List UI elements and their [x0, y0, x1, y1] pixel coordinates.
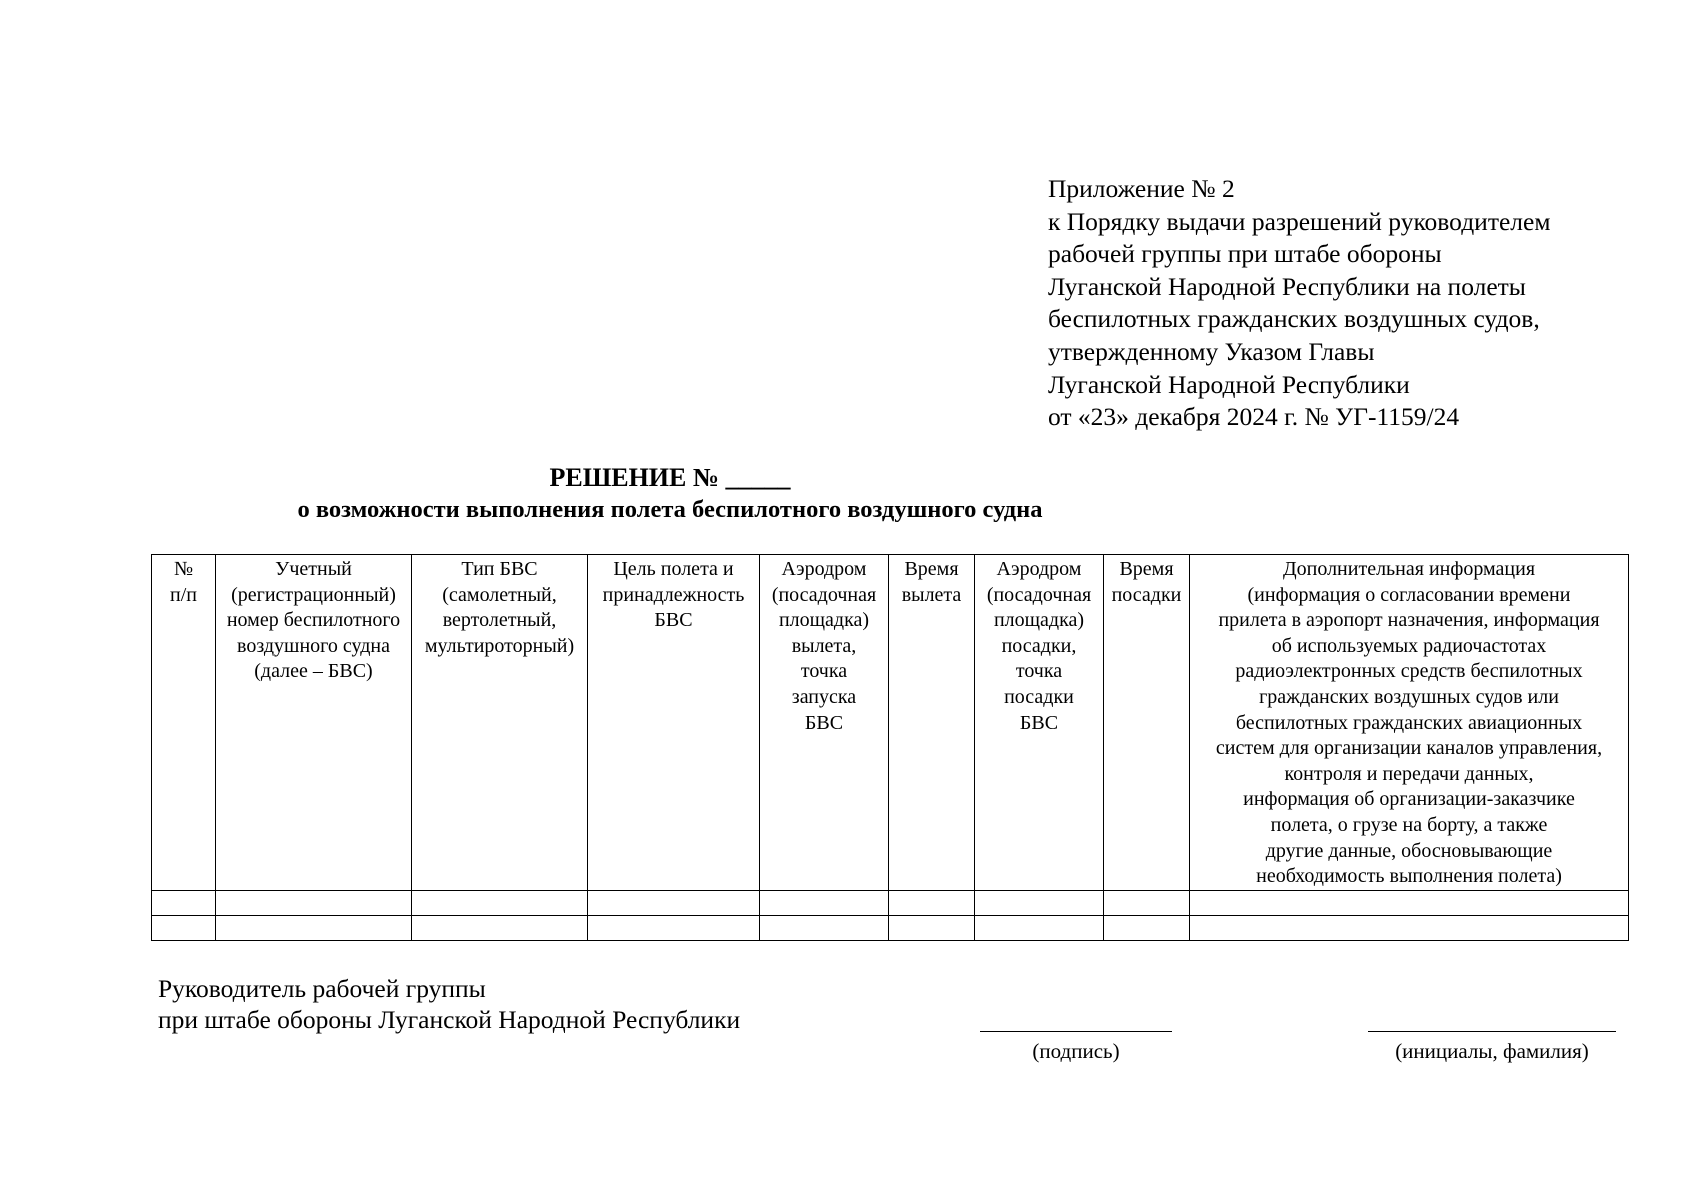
table-cell[interactable]	[975, 890, 1104, 915]
table-cell[interactable]	[1104, 915, 1190, 940]
table-cell[interactable]	[975, 915, 1104, 940]
signer-position-line: при штабе обороны Луганской Народной Республики	[158, 1005, 741, 1034]
annex-line: беспилотных гражданских воздушных судов,	[1048, 304, 1540, 334]
header-landing-time: Время посадки	[1104, 555, 1190, 891]
header-landing-aerodrome: Аэродром (посадочная площадка) посадки, точка посадки БВС	[975, 555, 1104, 891]
table-cell[interactable]	[412, 890, 588, 915]
table-cell[interactable]	[216, 915, 412, 940]
header-flight-purpose: Цель полета и принадлежность БВС	[588, 555, 760, 891]
table-cell[interactable]	[588, 915, 760, 940]
table-cell[interactable]	[1104, 890, 1190, 915]
signer-position	[158, 973, 740, 1035]
header-departure-aerodrome: Аэродром (посадочная площадка) вылета, точка запуска БВС	[760, 555, 889, 891]
header-uav-type: Тип БВС (самолетный, вертолетный, мультироторный)	[412, 555, 588, 891]
name-line[interactable]	[1368, 1031, 1616, 1032]
header-departure-time: Время вылета	[889, 555, 975, 891]
signer-position-line: Руководитель рабочей группы	[158, 974, 486, 1003]
annex-line: Луганской Народной Республики	[1048, 369, 1410, 399]
annex-line: рабочей группы при штабе обороны	[1048, 239, 1442, 269]
table-row	[152, 915, 1629, 940]
name-caption: (инициалы, фамилия)	[1395, 1039, 1589, 1063]
table-cell[interactable]	[412, 915, 588, 940]
table-cell[interactable]	[152, 915, 216, 940]
signature-line[interactable]	[980, 1031, 1172, 1032]
annex-line: от «23» декабря 2024 г. № УГ-1159/24	[1048, 402, 1460, 432]
header-registration-number: Учетный (регистрационный) номер беспилотного воздушного судна (далее – БВС)	[216, 555, 412, 891]
table-cell[interactable]	[889, 890, 975, 915]
table-cell[interactable]	[889, 915, 975, 940]
table-cell[interactable]	[760, 915, 889, 940]
annex-line: Луганской Народной Республики на полеты	[1048, 271, 1526, 301]
table-row	[152, 890, 1629, 915]
table-cell[interactable]	[588, 890, 760, 915]
table-cell[interactable]	[1190, 890, 1629, 915]
header-number: № п/п	[152, 555, 216, 891]
table-header-row	[152, 555, 1629, 891]
annex-reference	[1048, 173, 1668, 434]
decision-title: РЕШЕНИЕ № _____	[549, 463, 791, 492]
signature-caption: (подпись)	[1032, 1039, 1120, 1063]
flight-decision-table	[151, 554, 1629, 941]
table-cell[interactable]	[1190, 915, 1629, 940]
table-cell[interactable]	[152, 890, 216, 915]
annex-line: Приложение № 2	[1048, 174, 1235, 203]
table-cell[interactable]	[216, 890, 412, 915]
annex-line: к Порядку выдачи разрешений руководителем	[1048, 206, 1551, 236]
header-additional-info: Дополнительная информация (информация о согласовании времени прилета в аэропорт назначения, информация об используемых радиочастотах радиоэлектронных средств беспилотных гражданских воздушных судов или беспилотных гражданских авиационных систем для организации каналов управления, контроля и передачи данных, информация об организации-заказчике полета, о грузе на борту, а также другие данные, обосновывающие необходимость выполнения полета)	[1190, 555, 1629, 891]
decision-subtitle: о возможности выполнения полета беспилотного воздушного судна	[297, 496, 1043, 523]
table-cell[interactable]	[760, 890, 889, 915]
annex-line: утвержденному Указом Главы	[1048, 336, 1375, 366]
